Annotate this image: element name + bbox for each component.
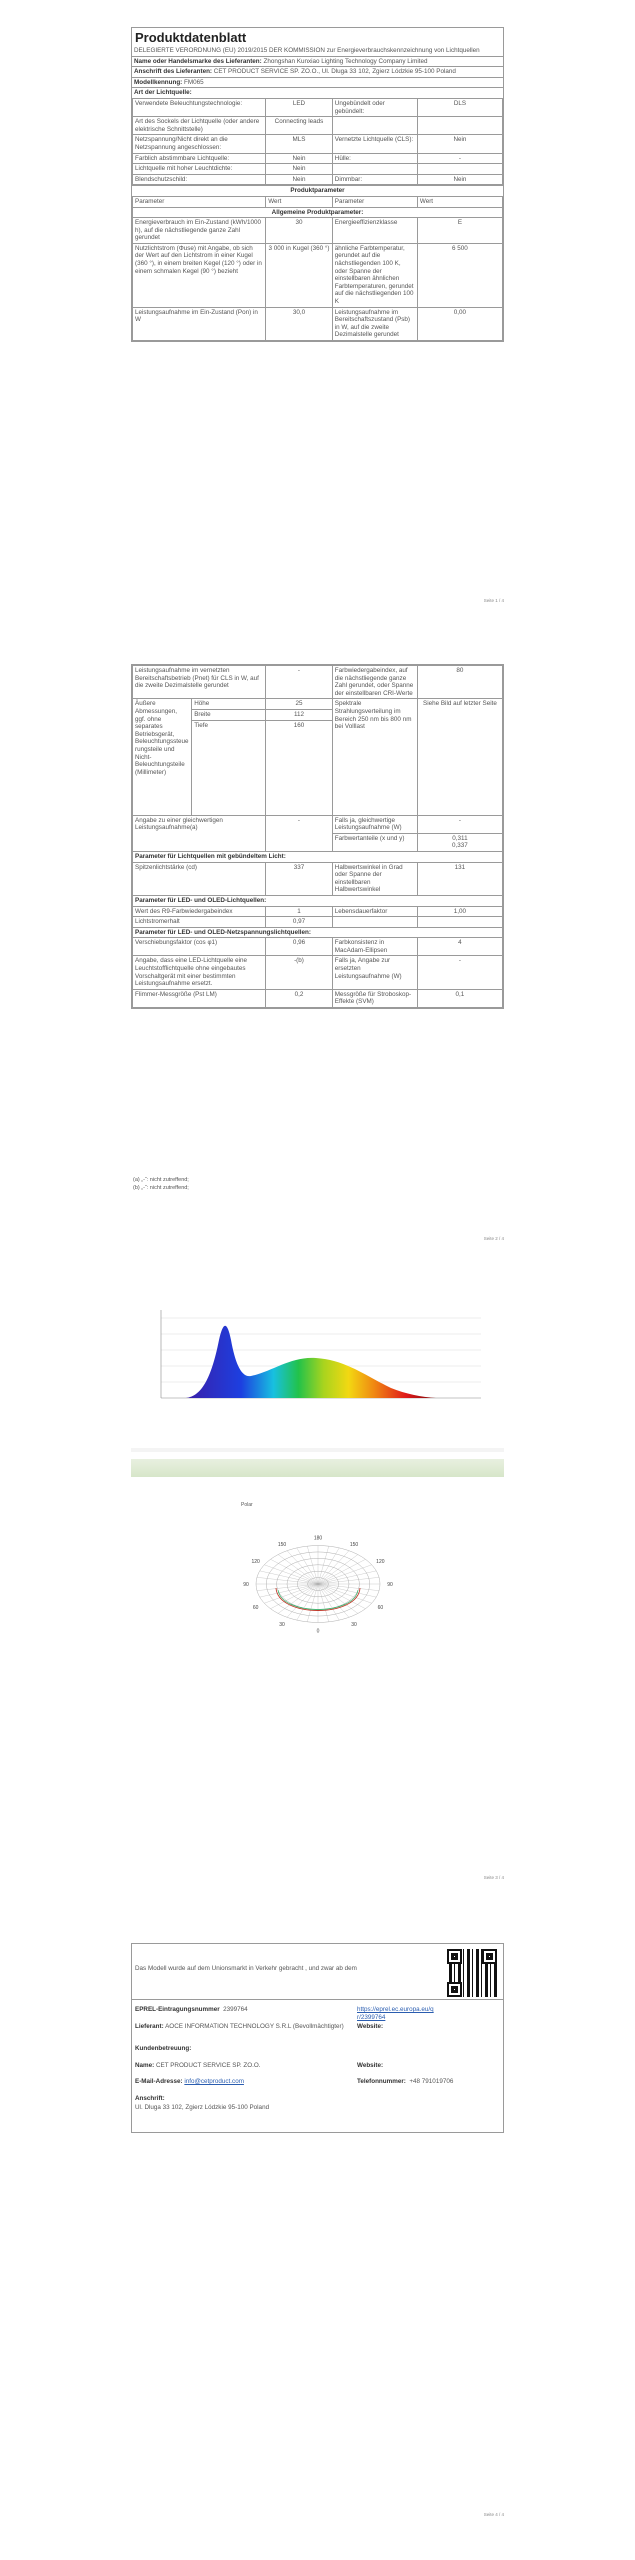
param-label: Art des Sockels der Lichtquelle (oder andere elektrische Schnittstelle) [133, 117, 266, 135]
bundled-row: Spitzenlichtstärke (cd) 337 Halbwertswinkel in Grad oder Spanne der einstellbaren Halbwertswinkel 131 [133, 862, 503, 895]
param-header-row: Parameter Wert Parameter Wert [133, 196, 503, 207]
polar-angle-label: 120 [251, 1558, 260, 1565]
website-label: Website: [357, 2023, 384, 2030]
footnote-a: (a) „-“: nicht zutreffend; [133, 1177, 189, 1183]
led-mains-row [133, 989, 503, 1007]
param-value: 0,2 [266, 989, 333, 1007]
polar-angle-label: 120 [376, 1558, 385, 1565]
param-value: Connecting leads [266, 117, 333, 135]
param-value [417, 117, 502, 135]
param-label: Verschiebungsfaktor (cos φ1) [133, 938, 266, 956]
qr-corner-bl [447, 1982, 462, 1997]
param-value: Nein [266, 153, 333, 164]
params-table-2 [132, 665, 503, 1008]
param-value: Nein [266, 174, 333, 185]
param-value: 0,96 [266, 938, 333, 956]
general-params-heading: Allgemeine Produktparameter: [133, 207, 503, 218]
general-param-row [133, 218, 503, 244]
param-label: Energieverbrauch im Ein-Zustand (kWh/1000 h), auf die nächstliegende ganze Zahl gerundet [133, 218, 266, 244]
general-param-row [133, 243, 503, 307]
name-field: Name: CET PRODUCT SERVICE SP. ZO.O. [135, 2062, 261, 2069]
footnote-b: (b) „-“: nicht zutreffend; [133, 1185, 189, 1191]
spectral-value: Siehe Bild auf letzter Seite [417, 699, 502, 815]
polar-angle-label: 90 [243, 1582, 249, 1588]
supplier-address-row: Anschrift des Lieferanten: CET PRODUCT SERVICE SP. ZO.O., Ul. Dluga 33 102, Zgierz Lódzkie 95-100 Poland [132, 66, 503, 77]
address-label: Anschrift: [135, 2095, 165, 2102]
polar-angle-label: 150 [349, 1541, 359, 1548]
polar-angle-label: 30 [351, 1622, 357, 1629]
param-label: Angabe, dass eine LED-Lichtquelle eine Leuchtstofflichtquelle ohne eingebautes Vorschaltgerät mit einer bestimmten Leistungsaufnahme ersetzt. [133, 956, 266, 989]
param-value: - [417, 153, 502, 164]
bundled-heading: Parameter für Lichtquellen mit gebündeltem Licht: [133, 851, 503, 862]
param-label [332, 164, 417, 175]
param-value: 30,0 [266, 307, 333, 340]
product-params-heading: Produktparameter [132, 185, 503, 196]
datasheet-frame-1 [131, 27, 504, 342]
chroma-y: 0,337 [452, 842, 468, 850]
param-label: Hülle: [332, 153, 417, 164]
polar-angle-label: 180 [313, 1535, 323, 1542]
dims-label: Äußere Abmessungen, ggf. ohne separates Betriebsgerät, Beleuchtungssteuerungsteile und Nicht-Beleuchtungsteile (Millimeter) [133, 699, 192, 815]
polar-title: Polar [241, 1502, 253, 1508]
dims-row-depth: Tiefe 160 [133, 720, 503, 815]
model-row: Modellkennung: FM065 [132, 77, 503, 88]
dims-row-height: Äußere Abmessungen, ggf. ohne separates Betriebsgerät, Beleuchtungssteuerungsteile und Nicht-Beleuchtungsteile (Millimeter) Höhe 25 Spektrale Strahlungsverteilung im Bereich 250 nm bis 800 nm bei Volllast Siehe Bild auf letzter Seite [133, 699, 503, 710]
r9-row: Wert des R9-Farbwiedergabeindex 1 Lebensdauerfaktor 1,00 [133, 906, 503, 917]
supplier-name-row: Name oder Handelsmarke des Lieferanten: Zhongshan Kunxiao Lighting Technology Company Limited [132, 56, 503, 67]
lumen-maint-row: Lichtstromerhalt 0,97 [133, 917, 503, 928]
param-value: 0,1 [417, 989, 502, 1007]
param-label [332, 117, 417, 135]
param-value: 6 500 [417, 243, 502, 307]
param-label: Farbkonsistenz in MacAdam-Ellipsen [332, 938, 417, 956]
param-value: Nein [417, 135, 502, 153]
led-mains-row [133, 938, 503, 956]
param-label: Nutzlichtstrom (Φuse) mit Angabe, ob sich der Wert auf den Lichtstrom in einer Kugel (360 °), in einem breiten Kegel (120 °) oder in einem schmalen Kegel (90 °) bezieht [133, 243, 266, 307]
datasheet-frame-2 [131, 664, 504, 1009]
param-value: 0,00 [417, 307, 502, 340]
page-number: Seite 2 / 4 [483, 1236, 504, 1241]
info-frame [131, 1943, 504, 2133]
eprel-link[interactable]: https://eprel.ec.europa.eu/qr/2399764 [357, 2006, 434, 2021]
param-label: Ungebündelt oder gebündelt: [332, 98, 417, 116]
email-field: E-Mail-Adresse: info@cetproduct.com [135, 2078, 244, 2085]
param-value: DLS [417, 98, 502, 116]
dims-row-width: Breite 112 [133, 709, 503, 720]
param-label: ähnliche Farbtemperatur, gerundet auf die nächstliegenden 100 K, oder Spanne der einstellbaren ähnlichen Farbtemperaturen, gerundet auf die nächstliegenden 100 K [332, 243, 417, 307]
polar-angle-label: 90 [387, 1582, 393, 1588]
param-value: E [417, 218, 502, 244]
param-value [417, 164, 502, 175]
param-value: LED [266, 98, 333, 116]
website2-label: Website: [357, 2062, 384, 2069]
light-source-row [133, 174, 503, 185]
general-param-row [133, 307, 503, 340]
param-label: Farblich abstimmbare Lichtquelle: [133, 153, 266, 164]
pnet-row: Leistungsaufnahme im vernetzten Bereitschaftsbetrieb (Pnet) für CLS in W, auf die zweite Dezimalstelle gerundet - Farbwiedergabeindex, auf die nächstliegende ganze Zahl gerundet, oder Spanne der einstellbaren CRI-Werte 80 [133, 666, 503, 699]
param-label: Messgröße für Stroboskop-Effekte (SVM) [332, 989, 417, 1007]
light-source-row [133, 135, 503, 153]
param-value: 30 [266, 218, 333, 244]
chroma-row: Farbwertanteile (x und y) 0,311 0,337 [133, 833, 503, 851]
led-heading: Parameter für LED- und OLED-Lichtquellen: [133, 895, 503, 906]
green-band [131, 1459, 504, 1477]
qr-corner-tr [482, 1949, 497, 1964]
product-params-table [132, 196, 503, 341]
polar-angle-label: 150 [277, 1541, 287, 1548]
chroma-x: 0,311 [452, 834, 468, 842]
spectral-label: Spektrale Strahlungsverteilung im Bereich 250 nm bis 800 nm bei Volllast [332, 699, 417, 815]
param-label: Leistungsaufnahme im Ein-Zustand (Pon) in W [133, 307, 266, 340]
param-label: Netzspannung/Nicht direkt an die Netzspannung angeschlossen: [133, 135, 266, 153]
address-value: Ul. Dluga 33 102, Zgierz Lódzkie 95-100 Poland [135, 2104, 270, 2111]
support-label: Kundenbetreuung: [135, 2045, 192, 2052]
qr-corner-tl [447, 1949, 462, 1964]
param-value: - [417, 956, 502, 989]
polar-angle-label: 60 [377, 1605, 384, 1612]
led-mains-row [133, 956, 503, 989]
param-label: Blendschutzschild: [133, 174, 266, 185]
param-label: Lichtquelle mit hoher Leuchtdichte: [133, 164, 266, 175]
intro-text: Das Modell wurde auf dem Unionsmarkt in Verkehr gebracht , und zwar ab dem [135, 1965, 357, 1972]
led-mains-heading: Parameter für LED- und OLED-Netzspannungslichtquellen: [133, 927, 503, 938]
polar-grid [256, 1546, 380, 1623]
page-number: Seite 4 / 4 [483, 2512, 504, 2517]
param-label: Leistungsaufnahme im Bereitschaftszustand (Psb) in W, auf die zweite Dezimalstelle gerundet [332, 307, 417, 340]
light-source-row [133, 117, 503, 135]
param-label: Energieeffizienzklasse [332, 218, 417, 244]
polar-angle-label: 60 [252, 1605, 259, 1612]
page-number: Seite 3 / 4 [483, 1875, 504, 1880]
param-label: Vernetzte Lichtquelle (CLS): [332, 135, 417, 153]
phone-field: Telefonnummer: +48 791019706 [357, 2078, 454, 2085]
light-source-row [133, 98, 503, 116]
light-source-table [132, 98, 503, 185]
polar-angle-label: 30 [279, 1622, 285, 1629]
spectral-distribution-image [131, 1300, 504, 1452]
light-type-row: Art der Lichtquelle: [132, 87, 503, 98]
param-value: 3 000 in Kugel (360 °) [266, 243, 333, 307]
email-link[interactable]: info@cetproduct.com [184, 2078, 244, 2085]
eprel-field: EPREL-Eintragungsnummer 2399764 [135, 2006, 248, 2013]
param-value: -(b) [266, 956, 333, 989]
regulation-text: DELEGIERTE VERORDNUNG (EU) 2019/2015 DER KOMMISSION zur Energieverbrauchskennzeichnung von Lichtquellen [134, 47, 480, 54]
light-source-row [133, 153, 503, 164]
supplier-field: Lieferant: AOCE INFORMATION TECHNOLOGY S.R.L (Bevollmächtigter) [135, 2023, 344, 2030]
equiv-row: Angabe zu einer gleichwertigen Leistungsaufnahme(a) - Falls ja, gleichwertige Leistungsaufnahme (W) - [133, 815, 503, 833]
param-value: Nein [417, 174, 502, 185]
param-label: Flimmer-Messgröße (Pst LM) [133, 989, 266, 1007]
light-source-row [133, 164, 503, 175]
param-value: 4 [417, 938, 502, 956]
divider-1 [132, 1999, 503, 2000]
param-label: Dimmbar: [332, 174, 417, 185]
polar-diagram-image [131, 1492, 504, 1652]
param-label: Verwendete Beleuchtungstechnologie: [133, 98, 266, 116]
polar-angle-label: 0 [316, 1628, 320, 1635]
param-label: Falls ja, Angabe zur ersetzten Leistungsaufnahme (W) [332, 956, 417, 989]
page-title: Produktdatenblatt [135, 30, 247, 45]
param-value: Nein [266, 164, 333, 175]
page-number: Seite 1 / 4 [483, 598, 504, 603]
param-value: MLS [266, 135, 333, 153]
